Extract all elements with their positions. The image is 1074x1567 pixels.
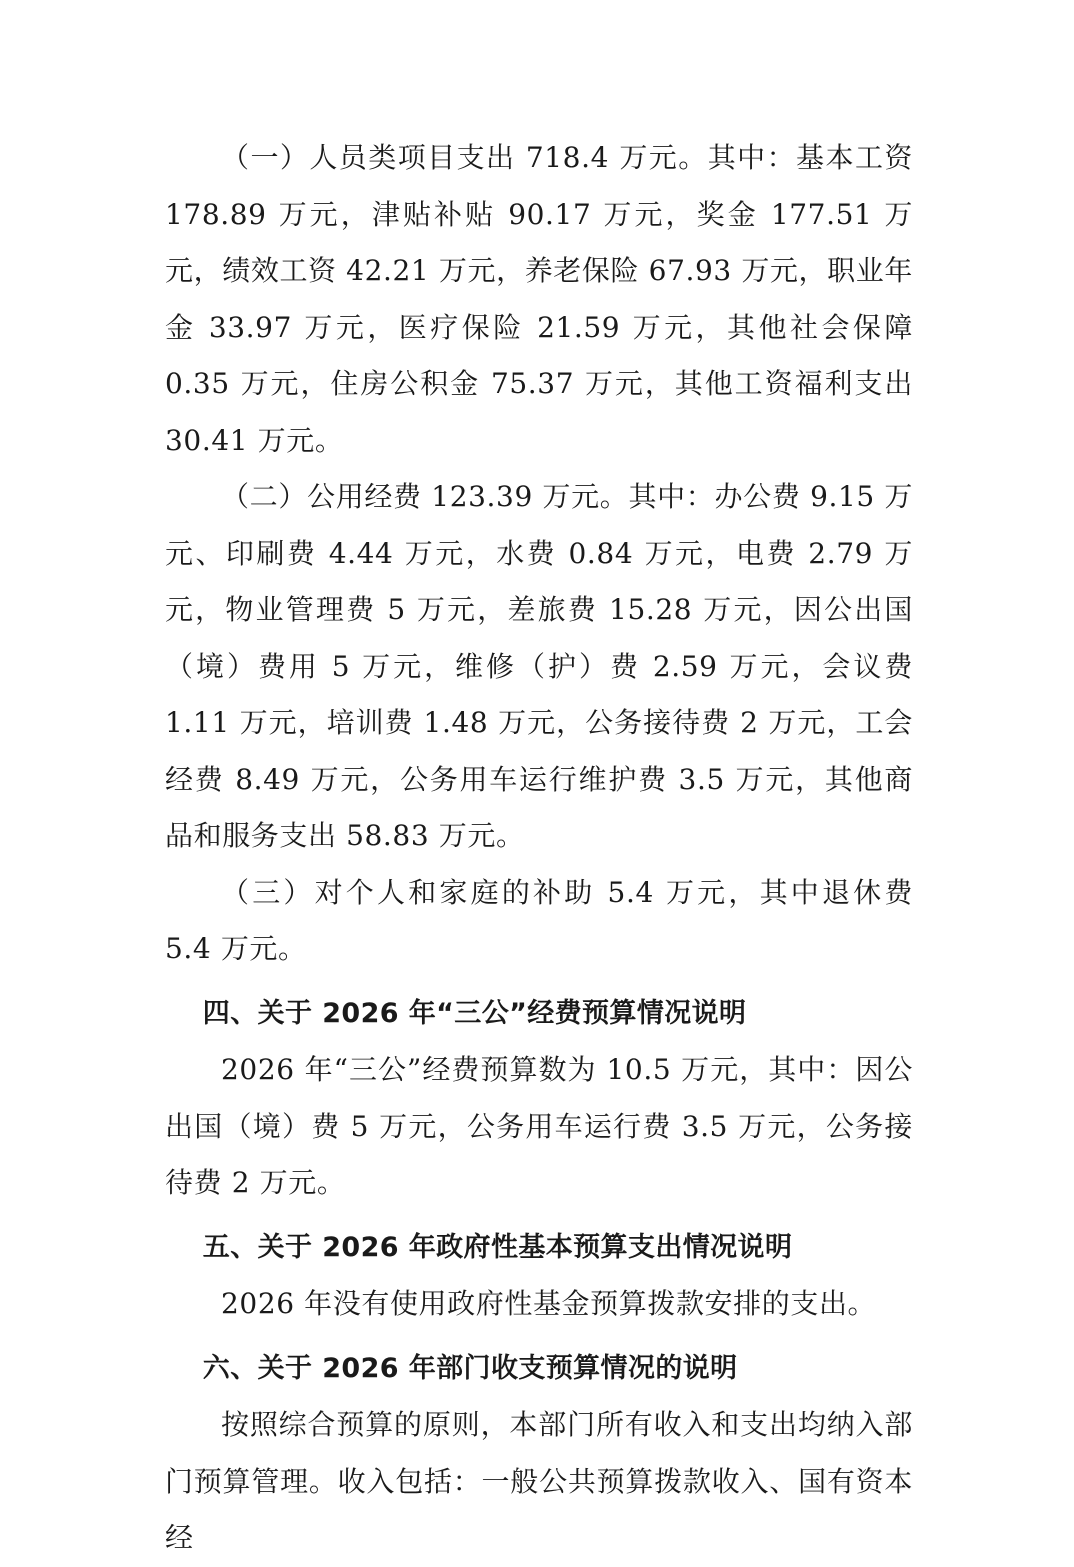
paragraph-household-subsidy: （三）对个人和家庭的补助 5.4 万元，其中退休费 5.4 万元。 — [165, 875, 913, 965]
paragraph-department-budget: 按照综合预算的原则，本部门所有收入和支出均纳入部门预算管理。收入包括：一般公共预算拨款收入、国有资本经 — [165, 1408, 913, 1554]
heading-department-budget: 六、关于 2026 年部门收支预算情况的说明 — [202, 1352, 738, 1384]
heading-government-fund-budget: 五、关于 2026 年政府性基本预算支出情况说明 — [202, 1231, 793, 1263]
paragraph-personnel-expenses: （一）人员类项目支出 718.4 万元。其中：基本工资 178.89 万元，津贴补贴 90.17 万元，奖金 177.51 万元，绩效工资 42.21 万元，养老保险 67.93 万元，职业年金 33.97 万元，医疗保险 21.59 万元，其他社会保障 0.35 万元，住房公积金 75.37 万元，其他工资福利支出 30.41 万元。 — [165, 141, 913, 457]
paragraph-public-expenses: （二）公用经费 123.39 万元。其中：办公费 9.15 万元、印刷费 4.44 万元，水费 0.84 万元，电费 2.79 万元，物业管理费 5 万元，差旅费 15.28 万元，因公出国（境）费用 5 万元，维修（护）费 2.59 万元，会议费 1.11 万元，培训费 1.48 万元，公务接待费 2 万元，工会经费 8.49 万元，公务用车运行维护费 3.5 万元，其他商品和服务支出 58.83 万元。 — [165, 480, 913, 852]
heading-three-public-expenses: 四、关于 2026 年“三公”经费预算情况说明 — [202, 997, 747, 1029]
paragraph-government-fund-budget: 2026 年没有使用政府性基金预算拨款安排的支出。 — [221, 1287, 877, 1320]
paragraph-three-public-expenses: 2026 年“三公”经费预算数为 10.5 万元，其中：因公出国（境）费 5 万元，公务用车运行费 3.5 万元，公务接待费 2 万元。 — [165, 1053, 913, 1199]
document-page — [165, 130, 913, 1567]
